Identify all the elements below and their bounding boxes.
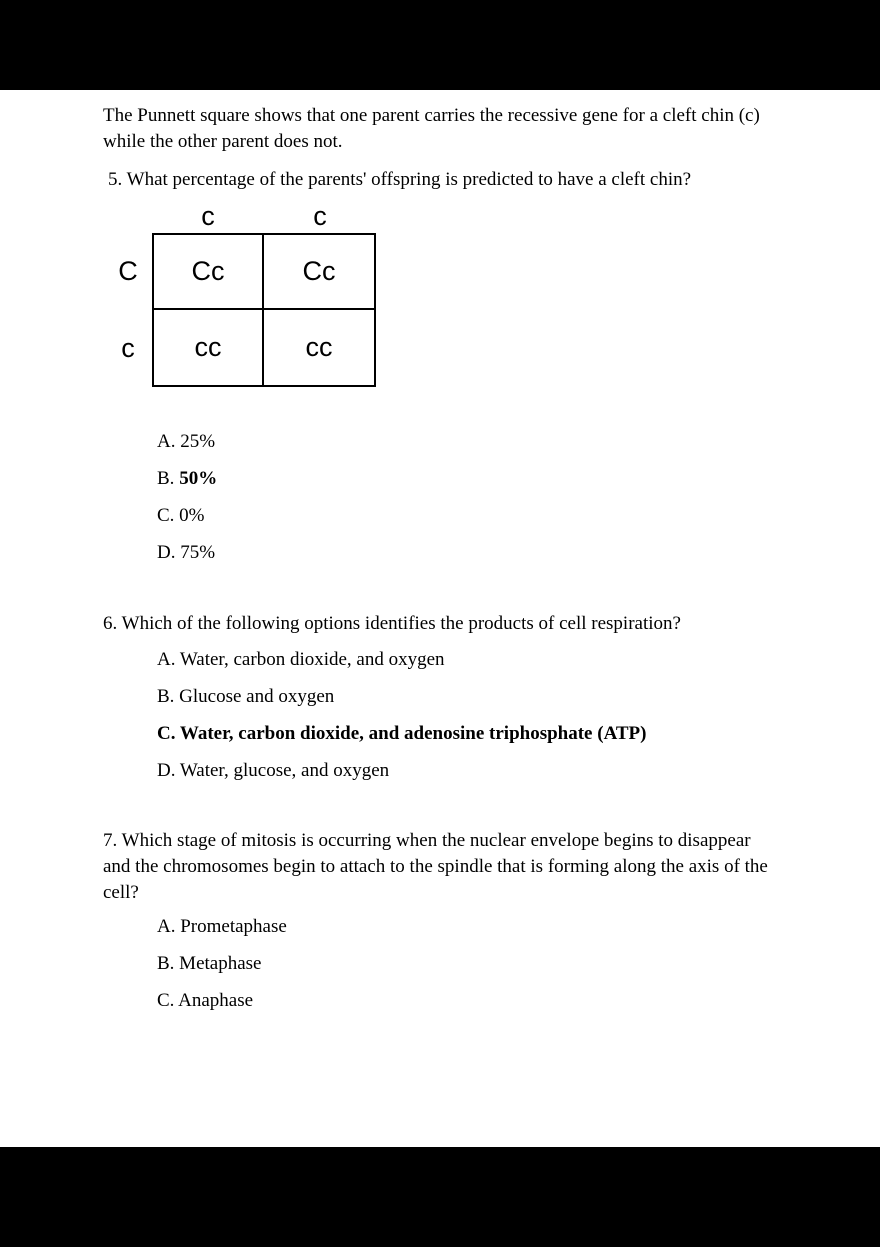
- document-page: [0, 90, 880, 1147]
- q7-option-b-text: B. Metaphase: [157, 953, 262, 974]
- q6-option-c-bold: C. Water, carbon dioxide, and adenosine triphosphate (ATP): [157, 723, 647, 744]
- punnett-cell-bottom-left: cc: [154, 310, 264, 385]
- punnett-square: [103, 199, 775, 399]
- q5-option-d: [157, 540, 775, 566]
- q6-option-d-text: D. Water, glucose, and oxygen: [157, 760, 390, 781]
- punnett-grid: [152, 233, 376, 387]
- q6-option-a-text: A. Water, carbon dioxide, and oxygen: [157, 649, 445, 670]
- q6-option-c: [157, 721, 775, 747]
- q5-option-a-text: A. 25%: [157, 431, 216, 452]
- q5-option-a: [157, 429, 775, 455]
- q6-option-b: [157, 684, 775, 710]
- question-6-text: 6. Which of the following options identifies the products of cell respiration?: [103, 613, 681, 634]
- punnett-row-label-1: C: [118, 256, 138, 286]
- punnett-row-label-2: c: [121, 333, 135, 363]
- question-5-text: 5. What percentage of the parents' offspring is predicted to have a cleft chin?: [108, 169, 692, 190]
- question-6-options: [103, 647, 775, 784]
- q7-option-c: [157, 988, 775, 1014]
- question-5-options: [103, 429, 775, 566]
- q5-option-b: [157, 466, 775, 492]
- q7-option-c-text: C. Anaphase: [157, 990, 254, 1011]
- q7-option-b: [157, 951, 775, 977]
- question-7-options: [103, 914, 775, 1014]
- punnett-cell-bottom-right: cc: [305, 332, 333, 362]
- punnett-cell-top-left: Cc: [154, 235, 264, 310]
- q7-option-a: [157, 914, 775, 940]
- punnett-col-label-2: c: [313, 201, 327, 231]
- q6-option-d: [157, 758, 775, 784]
- q5-option-b-bold: 50%: [179, 468, 218, 489]
- q6-option-b-text: B. Glucose and oxygen: [157, 686, 335, 707]
- punnett-cell-top-right: Cc: [264, 235, 374, 310]
- q5-option-b-text: B.: [157, 468, 180, 489]
- page-content: [0, 90, 880, 1014]
- q5-option-d-text: D. 75%: [157, 542, 216, 563]
- q5-option-c: [157, 503, 775, 529]
- punnett-col-label-1: c: [201, 201, 215, 231]
- question-7-text: 7. Which stage of mitosis is occurring when the nuclear envelope begins to disappear and the chromosomes begin to attach to the spindle that is forming along the axis of the cell?: [103, 830, 768, 903]
- q7-option-a-text: A. Prometaphase: [157, 916, 287, 937]
- intro-text: The Punnett square shows that one parent carries the recessive gene for a cleft chin (c) while the other parent does not.: [103, 105, 760, 152]
- q5-option-c-text: C. 0%: [157, 505, 205, 526]
- q6-option-a: [157, 647, 775, 673]
